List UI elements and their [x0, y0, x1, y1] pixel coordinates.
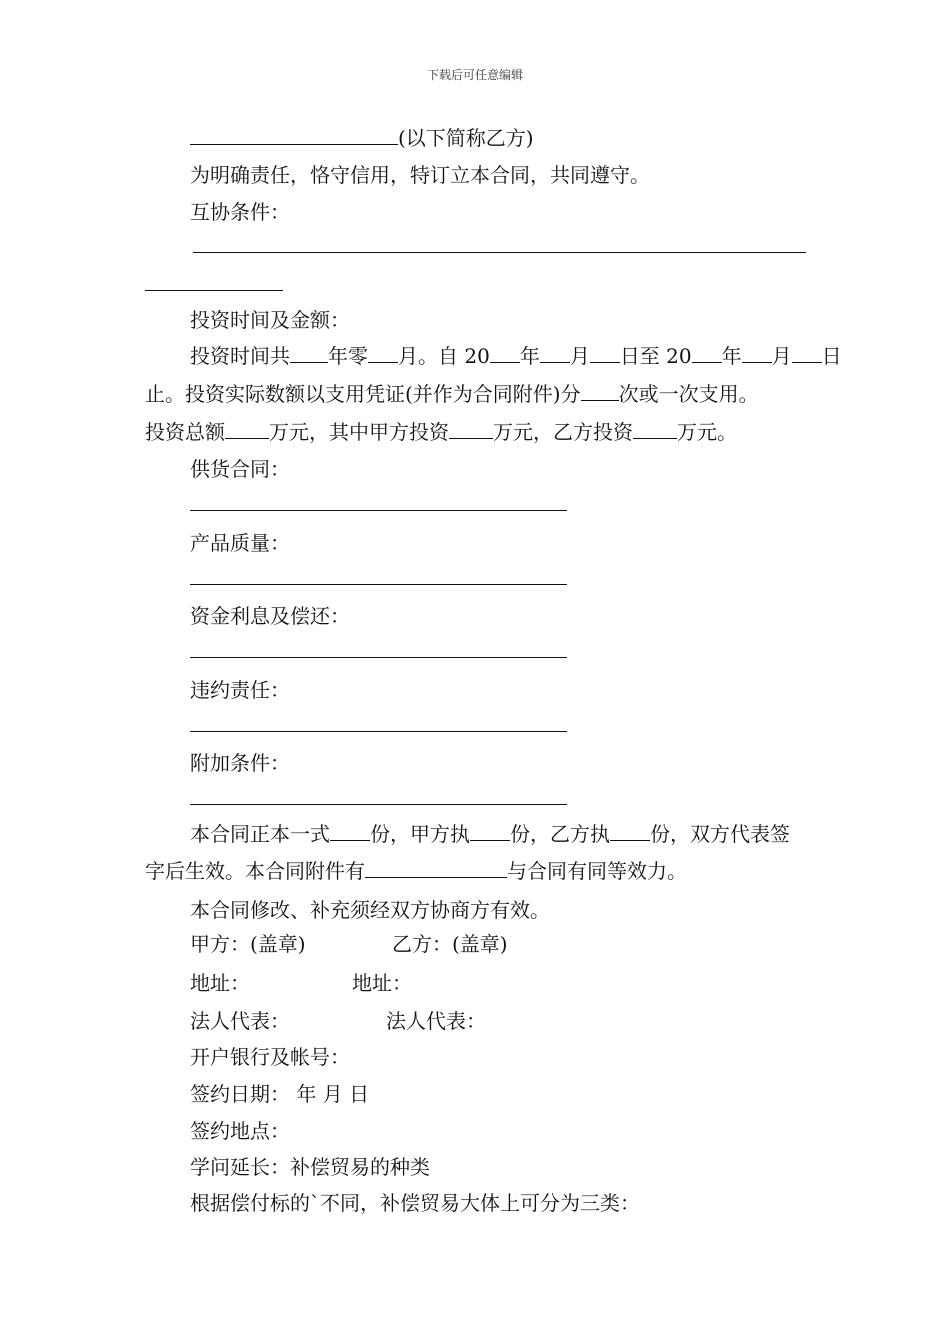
interest-label: 资金利息及偿还： — [190, 604, 350, 628]
inv3-text-c: 万元，乙方投资 — [493, 420, 633, 444]
inv-years-blank[interactable] — [290, 342, 328, 363]
knowledge-extension: 学问延长：补偿贸易的种类 — [190, 1155, 430, 1179]
party-b-representative: 法人代表： — [386, 1009, 486, 1033]
inv-text-f: 日至 20 — [619, 344, 692, 368]
inv-text-b: 年零 — [328, 344, 368, 368]
party-b-blank[interactable] — [190, 124, 398, 145]
inv-months-blank[interactable] — [368, 342, 398, 363]
inv2-text-a: 止。投资实际数额以支用凭证(并作为合同附件)分 — [145, 382, 581, 406]
copies-line-1 — [190, 820, 790, 847]
inv-times-blank[interactable] — [581, 380, 619, 401]
mutual-terms-blank-2[interactable] — [145, 290, 283, 291]
copies-party-a-blank[interactable] — [470, 820, 510, 841]
bank-account: 开户银行及帐号： — [190, 1045, 350, 1069]
inv-end-month-blank[interactable] — [742, 342, 772, 363]
breach-label: 违约责任： — [190, 678, 290, 702]
mutual-terms-blank-1[interactable] — [193, 252, 806, 253]
inv-party-a-blank[interactable] — [449, 418, 493, 439]
quality-blank[interactable] — [190, 584, 567, 585]
supply-label: 供货合同： — [190, 457, 290, 481]
inv-text-d: 年 — [519, 344, 540, 368]
party-b-seal: 乙方：(盖章) — [392, 932, 508, 956]
investment-line-3 — [145, 418, 737, 445]
interest-blank[interactable] — [190, 657, 567, 658]
additional-blank[interactable] — [190, 804, 567, 805]
investment-line-2 — [145, 380, 759, 407]
inv-text-a: 投资时间共 — [190, 344, 290, 368]
inv3-text-d: 万元。 — [677, 420, 737, 444]
inv-text-h: 月 — [771, 344, 792, 368]
copies-party-b-blank[interactable] — [610, 820, 650, 841]
breach-blank[interactable] — [190, 731, 567, 732]
inv-text-e: 月 — [569, 344, 590, 368]
party-b-suffix: (以下简称乙方) — [398, 126, 534, 150]
mutual-terms-label: 互协条件： — [190, 200, 290, 224]
copies-text-a: 本合同正本一式 — [190, 822, 330, 846]
inv-start-month-blank[interactable] — [540, 342, 570, 363]
party-b-line — [190, 124, 534, 151]
sign-place: 签约地点： — [190, 1119, 290, 1143]
inv-end-day-blank[interactable] — [792, 342, 822, 363]
supply-blank[interactable] — [190, 510, 567, 511]
copies-text-c: 份，乙方执 — [510, 822, 610, 846]
investment-heading: 投资时间及金额： — [190, 308, 350, 332]
inv-total-blank[interactable] — [225, 418, 269, 439]
inv-text-i: 日 — [821, 344, 842, 368]
additional-label: 附加条件： — [190, 751, 290, 775]
party-a-seal: 甲方：(盖章) — [190, 932, 306, 956]
copies2-text-b: 与合同有同等效力。 — [507, 859, 687, 883]
copies2-text-a: 字后生效。本合同附件有 — [145, 859, 365, 883]
inv3-text-b: 万元，其中甲方投资 — [269, 420, 449, 444]
preamble: 为明确责任，恪守信用，特订立本合同，共同遵守。 — [190, 163, 650, 187]
sign-date: 签约日期： 年 月 日 — [190, 1082, 370, 1106]
copies-total-blank[interactable] — [330, 820, 370, 841]
compensation-trade-kinds: 根据偿付标的`不同，补偿贸易大体上可分为三类： — [190, 1191, 640, 1215]
party-b-address: 地址： — [352, 971, 412, 995]
copies-line-2 — [145, 857, 687, 884]
amend-clause: 本合同修改、补充须经双方协商方有效。 — [190, 898, 550, 922]
copies-text-d: 份，双方代表签 — [650, 822, 790, 846]
inv2-text-b: 次或一次支用。 — [618, 382, 759, 406]
inv-text-g: 年 — [721, 344, 742, 368]
party-a-representative: 法人代表： — [190, 1009, 290, 1033]
inv-party-b-blank[interactable] — [633, 418, 677, 439]
inv-start-day-blank[interactable] — [590, 342, 620, 363]
inv-text-c: 月。自 20 — [398, 344, 490, 368]
inv3-text-a: 投资总额 — [145, 420, 225, 444]
quality-label: 产品质量： — [190, 531, 290, 555]
copies-text-b: 份，甲方执 — [370, 822, 470, 846]
inv-start-year-blank[interactable] — [490, 342, 520, 363]
party-a-address: 地址： — [190, 971, 250, 995]
attachments-blank[interactable] — [365, 857, 507, 878]
inv-end-year-blank[interactable] — [692, 342, 722, 363]
investment-line-1 — [190, 342, 842, 369]
page-header: 下载后可任意编辑 — [426, 68, 523, 82]
